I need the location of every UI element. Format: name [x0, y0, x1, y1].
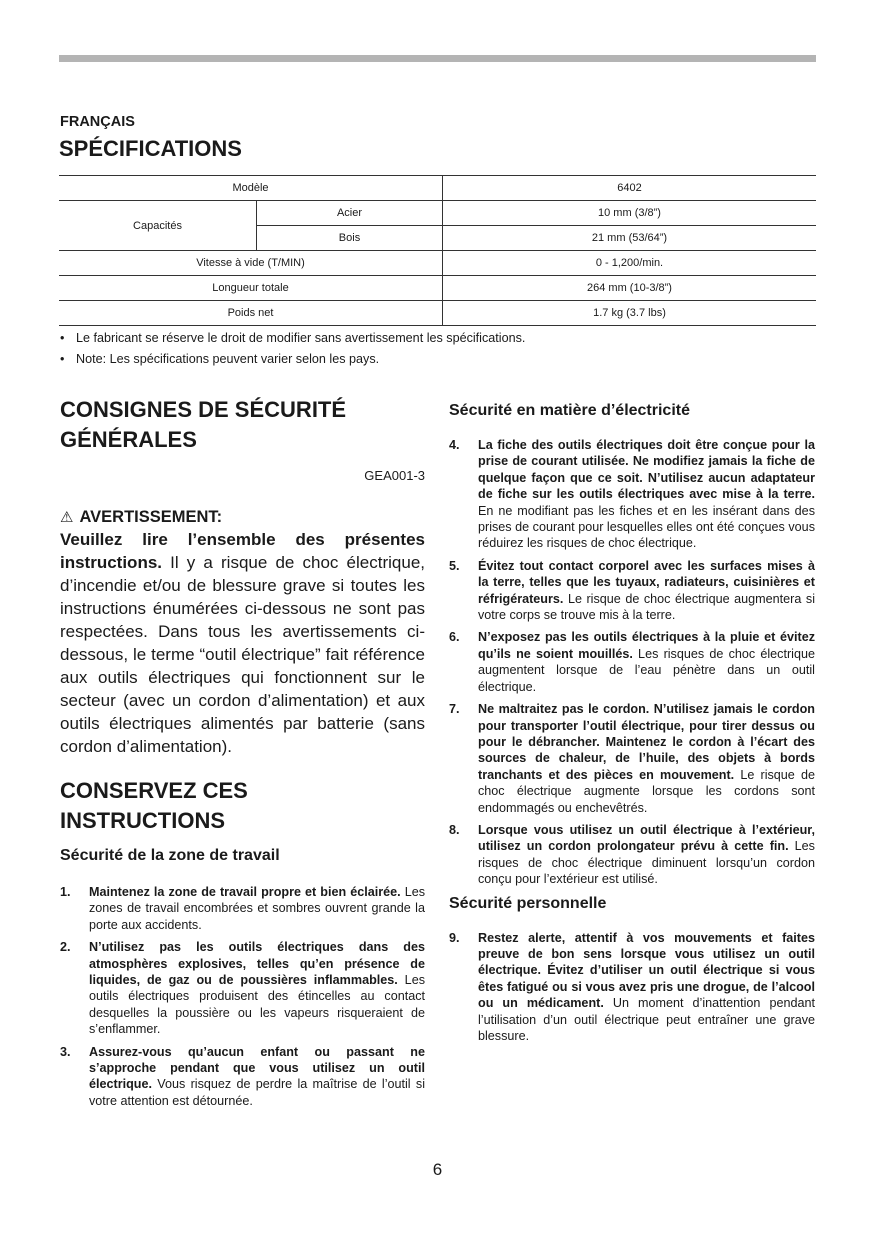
title-line: CONSIGNES DE SÉCURITÉ	[60, 397, 347, 422]
warning-label: AVERTISSEMENT:	[79, 508, 223, 526]
table-cell: Capacités	[59, 201, 257, 251]
item-bold: Restez alerte, attentif à vos mouvements et faites preuve de bon sens lorsque vous utilisez un outil électrique. Évitez d’utiliser un outil électrique si vous êtes fatigué ou si vous avez pris une drogue, de l’alcool ou un médicament.	[478, 930, 815, 1011]
item-bold: La fiche des outils électriques doit être conçue pour la prise de courant utilisée. Ne modifiez jamais la fiche de quelque façon que ce soit. N’utilisez aucun adaptateur de fiche sur les outils électriques avec mise à la terre.	[478, 438, 815, 502]
table-cell: 0 - 1,200/min.	[443, 251, 817, 276]
list-item	[449, 558, 815, 624]
general-safety-title	[60, 395, 425, 455]
item-bold: Ne maltraitez pas le cordon. N’utilisez jamais le cordon pour transporter l’outil électrique, pour tirer dessus ou pour le débrancher. Maintenez le cordon à l’écart des sources de chaleur, de l’huile, des objets à bords tranchants et des pièces en mouvement.	[478, 702, 815, 782]
item-text: Les outils électriques produisent des étincelles au contact desquelles la poussière ou les vapeurs risqueraient de s’enflammer.	[89, 973, 425, 1037]
warning-heading	[60, 507, 425, 528]
table-row	[59, 276, 816, 301]
title-line: INSTRUCTIONS	[60, 808, 225, 833]
warning-bold: Veuillez lire l’ensemble des présentes instructions.	[60, 530, 425, 572]
item-number: 7.	[449, 702, 460, 717]
table-row	[59, 176, 816, 201]
item-bold: N’utilisez pas les outils électriques dans des atmosphères explosives, telles qu’en présence de liquides, de gaz ou de poussières inflammables.	[89, 940, 425, 988]
spec-table	[59, 175, 816, 326]
electric-safety-title: Sécurité en matière d’électricité	[449, 402, 690, 419]
list-item	[449, 822, 815, 888]
left-column	[60, 395, 425, 1115]
item-text: Le risque de choc électrique augmentera si votre corps se trouve mis à la terre.	[478, 591, 815, 623]
table-cell: 1.7 kg (3.7 lbs)	[443, 301, 817, 326]
item-bold: Évitez tout contact corporel avec les surfaces mises à la terre, telles que les tuyaux, radiateurs, cuisinières et réfrigérateurs.	[478, 558, 815, 606]
table-cell: Vitesse à vide (T/MIN)	[59, 251, 443, 276]
work-area-title: Sécurité de la zone de travail	[60, 847, 280, 864]
item-number: 5.	[449, 558, 460, 573]
item-bold: Assurez-vous qu’aucun enfant ou passant ne s’approche pendant que vous utilisez un outil électrique.	[89, 1044, 425, 1092]
item-bold: Maintenez la zone de travail propre et bien éclairée.	[89, 885, 401, 899]
table-cell: 6402	[443, 176, 817, 201]
table-cell: Modèle	[59, 176, 443, 201]
title-line: GÉNÉRALES	[60, 427, 197, 452]
item-number: 8.	[449, 822, 460, 837]
list-item	[449, 701, 815, 816]
table-cell: 264 mm (10-3/8”)	[443, 276, 817, 301]
list-item: • Note: Les spécifications peuvent varier selon les pays.	[59, 351, 819, 372]
list-item	[449, 629, 815, 695]
keep-instructions-title	[60, 776, 425, 836]
item-text: Vous risquez de perdre la maîtrise de l’outil si votre attention est détournée.	[89, 1077, 425, 1108]
table-cell: 21 mm (53/64”)	[443, 226, 817, 251]
table-row	[59, 201, 816, 226]
table-cell: Bois	[257, 226, 443, 251]
item-text: En ne modifiant pas les fiches et en les insérant dans des prises de courant pour lesquelles elles ont été conçues vous réduirez les risques de choc électrique.	[478, 503, 815, 551]
spec-notes	[59, 330, 819, 372]
item-number: 3.	[60, 1044, 71, 1059]
work-area-list	[60, 884, 425, 1109]
item-text: Les risques de choc électrique augmentent lorsque de l’eau pénètre dans un outil électrique.	[478, 646, 815, 694]
list-item	[60, 939, 425, 1037]
item-text: Un moment d’inattention pendant l’utilisation d’un outil électrique peut entraîner une grave blessure.	[478, 996, 815, 1043]
item-number: 1.	[60, 885, 71, 899]
title-line: CONSERVEZ CES	[60, 778, 248, 803]
table-row	[59, 301, 816, 326]
personal-safety-list	[449, 930, 815, 1045]
warning-body: Il y a risque de choc électrique, d’incendie et/ou de blessure grave si toutes les instructions énumérées ci-dessous ne sont pas respectées. Dans tous les avertissements ci-dessous, le terme “outil électrique” fait référence aux outils électriques qui fonctionnent sur le secteur (avec un cordon d’alimentation) et aux outils électriques alimentés par batterie (sans cordon d’alimentation).	[60, 553, 425, 756]
table-cell: Acier	[257, 201, 443, 226]
table-cell: 10 mm (3/8”)	[443, 201, 817, 226]
page-number: 6	[432, 1160, 443, 1179]
item-bold: N’exposez pas les outils électriques à la pluie et évitez qu’ils ne soient mouillés.	[478, 630, 815, 661]
language-label: FRANÇAIS	[60, 114, 135, 130]
page-title: SPÉCIFICATIONS	[59, 136, 242, 161]
list-item	[449, 437, 815, 552]
list-item: • Le fabricant se réserve le droit de modifier sans avertissement les spécifications.	[59, 330, 819, 351]
item-text: Les zones de travail encombrées et sombres ouvrent grande la porte aux accidents.	[89, 885, 425, 932]
right-column	[449, 395, 815, 1050]
list-item	[60, 884, 425, 933]
item-text: Les risques de choc électrique diminuent lorsqu’un cordon conçu pour l’extérieur est utilisé.	[478, 839, 815, 887]
item-text: Le risque de choc électrique augmente lorsque les cordons sont endommagés ou enchevêtrés.	[478, 767, 815, 815]
table-cell: Longueur totale	[59, 276, 443, 301]
warning-text	[60, 528, 425, 758]
item-bold: Lorsque vous utilisez un outil électrique à l’extérieur, utilisez un cordon prolongateur prévu à cette fin.	[478, 822, 815, 854]
warning-icon: ⚠	[60, 509, 74, 526]
item-number: 4.	[449, 438, 460, 452]
electric-safety-list	[449, 437, 815, 888]
list-item	[60, 1044, 425, 1110]
item-number: 2.	[60, 940, 71, 955]
item-number: 9.	[449, 930, 460, 945]
document-code: GEA001-3	[364, 468, 425, 483]
table-row	[59, 251, 816, 276]
top-rule	[59, 55, 816, 62]
list-item	[449, 930, 815, 1045]
table-cell: Poids net	[59, 301, 443, 326]
personal-safety-title: Sécurité personnelle	[449, 894, 607, 912]
item-number: 6.	[449, 630, 460, 645]
